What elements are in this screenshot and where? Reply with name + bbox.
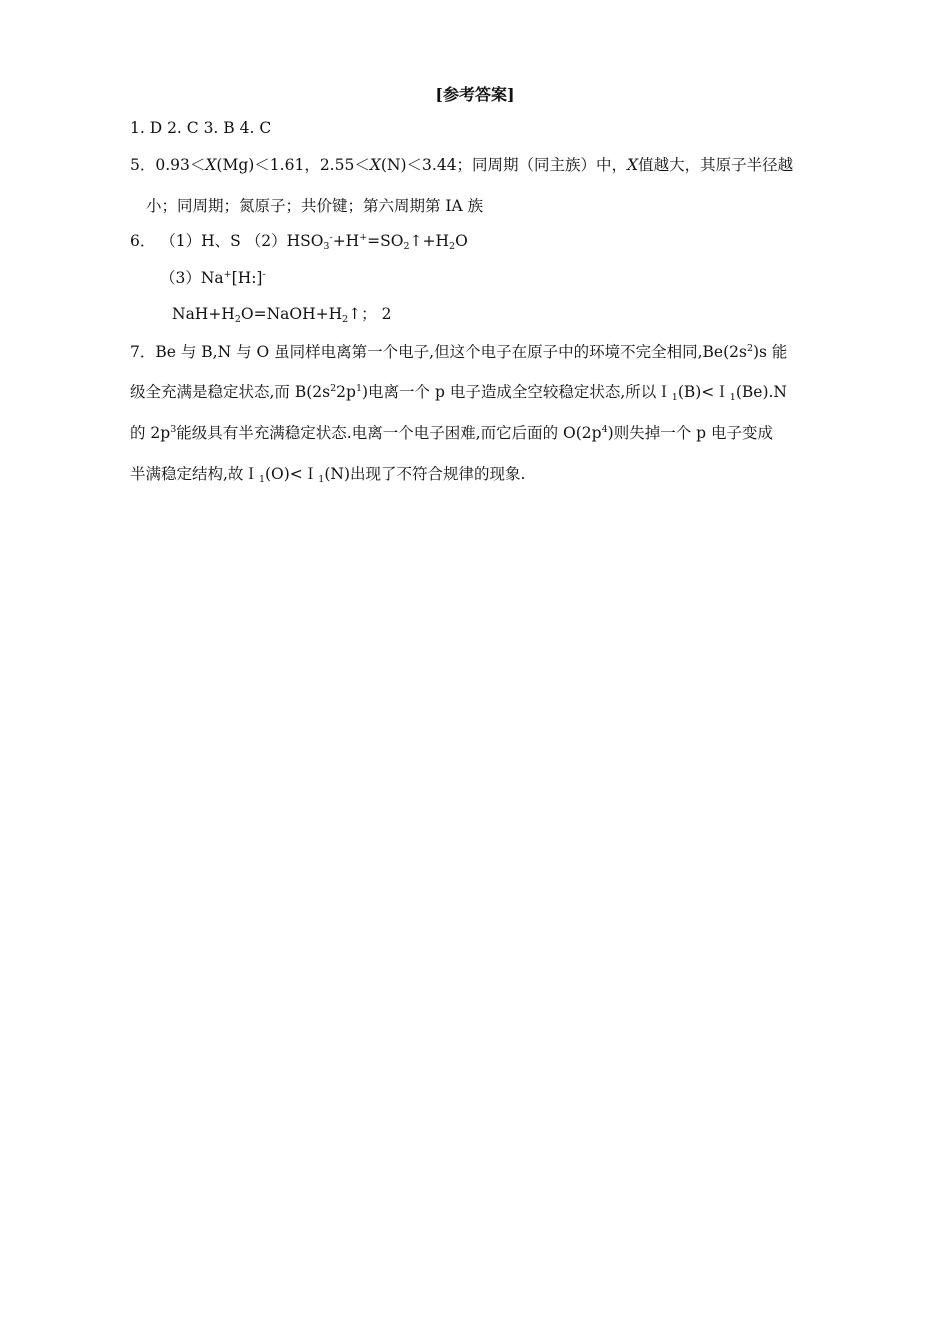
superscript: 2 — [330, 383, 337, 394]
text-segment: 6． （1）H、S （2）HSO — [130, 232, 324, 250]
variable-x: X — [369, 156, 381, 174]
text-segment: （3）Na — [160, 269, 224, 287]
subscript: 2 — [403, 241, 410, 252]
text-segment: )s 能 — [752, 343, 788, 361]
text-segment: (N)出现了不符合规律的现象. — [324, 465, 526, 483]
superscript: + — [359, 232, 368, 243]
text-segment: )则失掉一个 p 电子变成 — [607, 424, 773, 442]
subscript: 1 — [671, 392, 678, 403]
text-segment: 能级具有半充满稳定状态.电离一个电子困难,而它后面的 O(2p — [176, 424, 602, 442]
subscript: 1 — [318, 474, 325, 485]
variable-x: X — [627, 156, 639, 174]
text-segment: (N)＜3.44；同周期（同主族）中， — [380, 156, 628, 174]
superscript: - — [262, 269, 266, 280]
answer-6-line1 — [130, 231, 468, 251]
text-segment: [H:] — [231, 269, 263, 287]
text-segment: 5．0.93＜ — [130, 156, 206, 174]
text-segment: 半满稳定结构,故Ｉ — [130, 465, 259, 483]
subscript: 1 — [729, 392, 736, 403]
text-segment: 的 2p — [130, 424, 171, 442]
answer-7-line1 — [130, 342, 787, 362]
answer-1-4: 1. D 2. C 3. B 4. C — [130, 119, 272, 137]
text-segment: (B)<Ｉ — [677, 383, 730, 401]
variable-x: X — [205, 156, 217, 174]
text-segment: ↑+H — [409, 232, 450, 250]
superscript: - — [329, 232, 333, 243]
text-segment: )电离一个 p 电子造成全空较稳定状态,所以Ｉ — [362, 383, 672, 401]
subscript: 3 — [323, 241, 330, 252]
text-segment: ↑； 2 — [348, 305, 392, 323]
text-segment: (Be).N — [735, 383, 787, 401]
page-title: [参考答案] — [435, 85, 515, 104]
superscript: + — [223, 269, 232, 280]
text-segment: 7．Be 与 B,N 与 O 虽同样电离第一个电子,但这个电子在原子中的环境不完全相同,Be(2s — [130, 343, 747, 361]
text-segment: 值越大，其原子半径越 — [638, 156, 794, 174]
text-segment: =SO — [367, 232, 404, 250]
answer-7-line2 — [130, 382, 787, 402]
text-segment: (Mg)＜1.61，2.55＜ — [216, 156, 370, 174]
superscript: 3 — [170, 424, 177, 435]
answer-7-line4 — [130, 464, 525, 484]
subscript: 1 — [258, 474, 265, 485]
superscript: 4 — [601, 424, 608, 435]
subscript: 2 — [342, 314, 349, 325]
answer-7-line3 — [130, 423, 773, 443]
text-segment: NaH+H — [172, 305, 235, 323]
subscript: 2 — [449, 241, 456, 252]
text-segment: 2p — [336, 383, 356, 401]
answer-6-line2 — [160, 268, 266, 288]
subscript: 2 — [234, 314, 241, 325]
answer-5-line2: 小；同周期；氮原子；共价键；第六周期第 IA 族 — [146, 197, 484, 215]
text-segment: +H — [332, 232, 360, 250]
text-segment: (O)<Ｉ — [264, 465, 319, 483]
answer-5-line1 — [130, 155, 793, 175]
superscript: 2 — [746, 343, 753, 354]
text-segment: O — [455, 232, 468, 250]
answer-6-line3 — [172, 304, 391, 324]
superscript: 1 — [355, 383, 362, 394]
text-segment: 级全充满是稳定状态,而 B(2s — [130, 383, 331, 401]
text-segment: O=NaOH+H — [240, 305, 343, 323]
